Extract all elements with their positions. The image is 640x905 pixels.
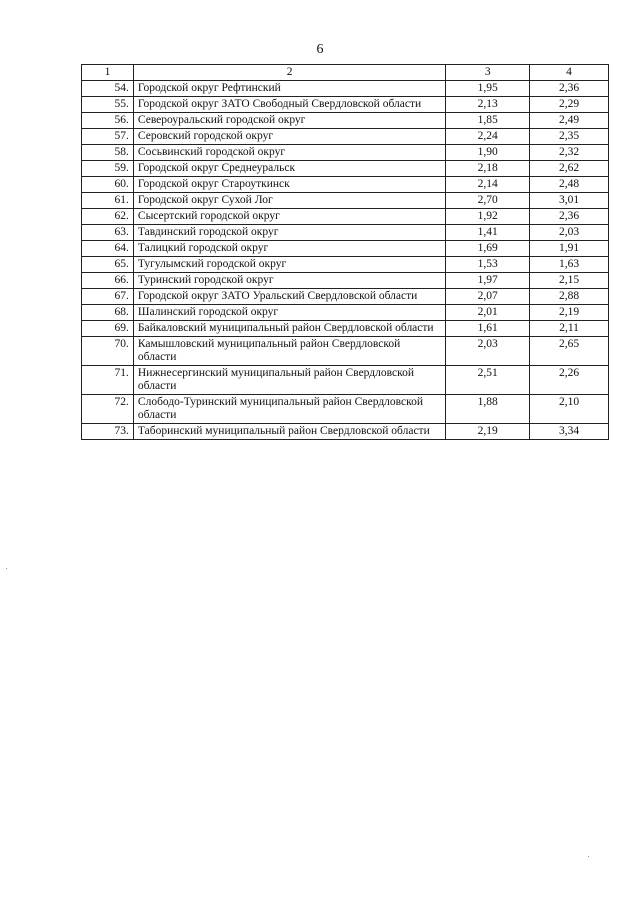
row-number-cell: 71. xyxy=(82,366,134,395)
table-row xyxy=(82,366,609,395)
row-number-cell: 72. xyxy=(82,395,134,424)
header-cell-4: 4 xyxy=(530,65,609,81)
row-number-cell: 60. xyxy=(82,177,134,193)
municipality-name-cell: Сосьвинский городской округ xyxy=(133,145,445,161)
value-col3-cell: 2,70 xyxy=(446,193,530,209)
scan-speck xyxy=(588,856,589,857)
row-number-cell: 57. xyxy=(82,129,134,145)
value-col4-cell: 1,91 xyxy=(530,241,609,257)
value-col4-cell: 2,10 xyxy=(530,395,609,424)
municipality-name-cell: Тугулымский городской округ xyxy=(133,257,445,273)
value-col4-cell: 3,34 xyxy=(530,424,609,440)
value-col3-cell: 1,85 xyxy=(446,113,530,129)
value-col4-cell: 2,49 xyxy=(530,113,609,129)
value-col4-cell: 2,11 xyxy=(530,321,609,337)
value-col3-cell: 1,61 xyxy=(446,321,530,337)
table-row xyxy=(82,193,609,209)
table-row xyxy=(82,273,609,289)
municipality-name-cell: Шалинский городской округ xyxy=(133,305,445,321)
table-row xyxy=(82,161,609,177)
table-row xyxy=(82,145,609,161)
municipality-name-cell: Городской округ Среднеуральск xyxy=(133,161,445,177)
table-row xyxy=(82,225,609,241)
municipality-name-cell: Городской округ Староуткинск xyxy=(133,177,445,193)
table-row xyxy=(82,241,609,257)
row-number-cell: 54. xyxy=(82,81,134,97)
data-table xyxy=(81,64,609,440)
value-col3-cell: 2,07 xyxy=(446,289,530,305)
value-col3-cell: 1,88 xyxy=(446,395,530,424)
table-row xyxy=(82,289,609,305)
table-row xyxy=(82,337,609,366)
value-col3-cell: 2,18 xyxy=(446,161,530,177)
table-row xyxy=(82,395,609,424)
table-row xyxy=(82,113,609,129)
header-cell-3: 3 xyxy=(446,65,530,81)
municipality-name-cell: Камышловский муниципальный район Свердловской области xyxy=(133,337,445,366)
table-row xyxy=(82,129,609,145)
row-number-cell: 66. xyxy=(82,273,134,289)
row-number-cell: 56. xyxy=(82,113,134,129)
municipality-name-cell: Байкаловский муниципальный район Свердловской области xyxy=(133,321,445,337)
value-col3-cell: 1,69 xyxy=(446,241,530,257)
row-number-cell: 73. xyxy=(82,424,134,440)
value-col3-cell: 2,14 xyxy=(446,177,530,193)
value-col3-cell: 2,01 xyxy=(446,305,530,321)
value-col3-cell: 1,92 xyxy=(446,209,530,225)
table-row xyxy=(82,97,609,113)
row-number-cell: 65. xyxy=(82,257,134,273)
row-number-cell: 63. xyxy=(82,225,134,241)
municipality-name-cell: Сысертский городской округ xyxy=(133,209,445,225)
municipality-name-cell: Городской округ Рефтинский xyxy=(133,81,445,97)
value-col4-cell: 1,63 xyxy=(530,257,609,273)
row-number-cell: 70. xyxy=(82,337,134,366)
value-col3-cell: 2,24 xyxy=(446,129,530,145)
header-cell-2: 2 xyxy=(133,65,445,81)
table-row xyxy=(82,305,609,321)
value-col4-cell: 2,32 xyxy=(530,145,609,161)
value-col3-cell: 2,51 xyxy=(446,366,530,395)
municipality-name-cell: Слободо-Туринский муниципальный район Свердловской области xyxy=(133,395,445,424)
value-col4-cell: 2,26 xyxy=(530,366,609,395)
table-row xyxy=(82,321,609,337)
municipality-name-cell: Североуральский городской округ xyxy=(133,113,445,129)
value-col4-cell: 2,19 xyxy=(530,305,609,321)
value-col4-cell: 2,36 xyxy=(530,209,609,225)
municipality-name-cell: Серовский городской округ xyxy=(133,129,445,145)
value-col4-cell: 2,35 xyxy=(530,129,609,145)
table-row xyxy=(82,81,609,97)
table-body xyxy=(82,81,609,440)
value-col4-cell: 2,88 xyxy=(530,289,609,305)
row-number-cell: 58. xyxy=(82,145,134,161)
municipality-name-cell: Городской округ Сухой Лог xyxy=(133,193,445,209)
row-number-cell: 64. xyxy=(82,241,134,257)
row-number-cell: 55. xyxy=(82,97,134,113)
value-col4-cell: 2,48 xyxy=(530,177,609,193)
scan-speck xyxy=(6,568,7,569)
value-col3-cell: 2,19 xyxy=(446,424,530,440)
municipality-name-cell: Нижнесергинский муниципальный район Свердловской области xyxy=(133,366,445,395)
value-col3-cell: 1,41 xyxy=(446,225,530,241)
value-col3-cell: 1,53 xyxy=(446,257,530,273)
value-col3-cell: 2,13 xyxy=(446,97,530,113)
row-number-cell: 67. xyxy=(82,289,134,305)
value-col4-cell: 2,65 xyxy=(530,337,609,366)
value-col4-cell: 2,62 xyxy=(530,161,609,177)
row-number-cell: 62. xyxy=(82,209,134,225)
municipality-name-cell: Таборинский муниципальный район Свердловской области xyxy=(133,424,445,440)
value-col4-cell: 2,15 xyxy=(530,273,609,289)
value-col4-cell: 2,03 xyxy=(530,225,609,241)
municipality-name-cell: Городской округ ЗАТО Уральский Свердловской области xyxy=(133,289,445,305)
municipality-name-cell: Тавдинский городской округ xyxy=(133,225,445,241)
row-number-cell: 68. xyxy=(82,305,134,321)
value-col3-cell: 1,97 xyxy=(446,273,530,289)
value-col4-cell: 2,29 xyxy=(530,97,609,113)
value-col4-cell: 2,36 xyxy=(530,81,609,97)
value-col3-cell: 1,95 xyxy=(446,81,530,97)
value-col3-cell: 1,90 xyxy=(446,145,530,161)
table-row xyxy=(82,177,609,193)
page-number: 6 xyxy=(316,42,324,57)
municipality-name-cell: Туринский городской округ xyxy=(133,273,445,289)
header-cell-1: 1 xyxy=(82,65,134,81)
table-header xyxy=(82,65,609,81)
table-row xyxy=(82,424,609,440)
table-row xyxy=(82,209,609,225)
table-row xyxy=(82,257,609,273)
municipality-name-cell: Городской округ ЗАТО Свободный Свердловской области xyxy=(133,97,445,113)
header-row xyxy=(82,65,609,81)
row-number-cell: 69. xyxy=(82,321,134,337)
row-number-cell: 61. xyxy=(82,193,134,209)
value-col3-cell: 2,03 xyxy=(446,337,530,366)
value-col4-cell: 3,01 xyxy=(530,193,609,209)
row-number-cell: 59. xyxy=(82,161,134,177)
municipality-name-cell: Талицкий городской округ xyxy=(133,241,445,257)
